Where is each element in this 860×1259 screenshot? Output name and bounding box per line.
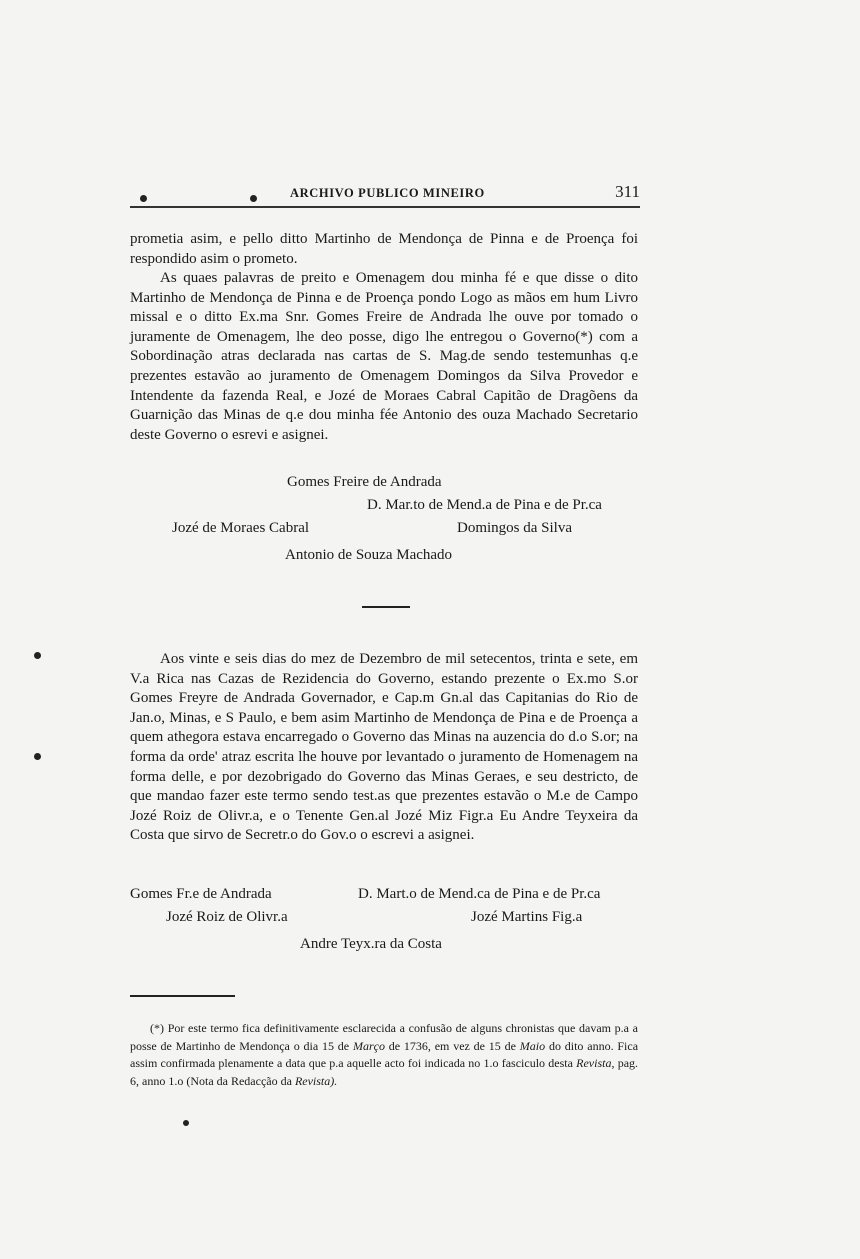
paragraph-release: Aos vinte e seis dias do mez de Dezembro de mil setecentos, trinta e sete, em V.a Rica nas Cazas de Rezidencia do Governo, estando prezente o Ex.mo S.or Gomes Freyre de Andrada Governador, e Cap.m Gn.al das Capitanias do Rio de Jan.o, Minas, e S Paulo, e bem asim Martinho de Mendonça de Pina e de Proença a quem athegora estava encarregado o Governo das Minas na auzencia do d.o S.or; na forma da orde' atraz escrita lhe houve por levantado o juramento de Homenagem na forma delle, e por dezobrigado do Governo das Minas Geraes, e seu destricto, de que mandao fazer este termo sendo test.as que prezentes estavão o M.e de Campo Jozé Roiz de Olivr.a, e o Tenente Gen.al Jozé Miz Figr.a Eu Andre Teyxeira da Costa que sirvo de Secretr.o do Gov.o o escrevi a asignei. [130, 651, 638, 844]
signature-martinho: D. Mar.to de Mend.a de Pina e de Pr.ca [367, 497, 602, 513]
signature-gomes-fr: Gomes Fr.e de Andrada [130, 886, 272, 902]
margin-mark-icon [34, 753, 41, 760]
signature-antonio-machado: Antonio de Souza Machado [285, 547, 453, 563]
footnote-month-marco: Março [352, 1038, 385, 1053]
running-header [130, 184, 640, 208]
signature-jose-roiz: Jozé Roiz de Olivr.a [166, 909, 288, 925]
footnote-divider [130, 995, 235, 997]
footnote-text: Por este termo fica definitivamente esclarecida a confusão de alguns chronistas que davam p.a a posse de Martinho de Mendonça o dia 15 de [130, 1021, 638, 1053]
ornament-dot-icon [250, 195, 257, 202]
footnote-revista: Revista, [576, 1056, 615, 1070]
footnote-marker: (*) [150, 1021, 164, 1035]
footnote-month-maio: Maio [519, 1038, 546, 1053]
signature-gomes-freire: Gomes Freire de Andrada [287, 474, 442, 490]
ornament-dot-icon [140, 195, 147, 202]
footnote [130, 1020, 638, 1090]
signature-domingos-silva: Domingos da Silva [457, 520, 572, 536]
ornament-dot-icon [183, 1120, 189, 1126]
signature-moraes-cabral: Jozé de Moraes Cabral [172, 520, 310, 536]
footnote-text: de 1736, em vez de 15 de [388, 1038, 516, 1053]
paragraph-continuation: prometia asim, e pello ditto Martinho de Mendonça de Pinna e de Proença foi respondido asim o prometo. [130, 231, 638, 267]
footnote-revista-end: Revista). [294, 1073, 338, 1088]
section-divider [362, 606, 410, 608]
margin-mark-icon [34, 652, 41, 659]
footnote-text: pag. 6, anno 1.o (Nota da Redacção da [130, 1056, 639, 1088]
page-number: 311 [615, 182, 640, 201]
journal-title: ARCHIVO PUBLICO MINEIRO [290, 186, 485, 200]
footnote-text: do dito anno. Fica assim confirmada plenamente a data que p.a aquelle acto foi indicada no 1.o fasciculo desta [130, 1038, 639, 1070]
signature-martinho-2: D. Mart.o de Mend.ca de Pina e de Pr.ca [358, 886, 601, 902]
signature-jose-martins: Jozé Martins Fig.a [471, 909, 583, 925]
signature-andre-costa: Andre Teyx.ra da Costa [300, 936, 442, 952]
paragraph-oath: As quaes palavras de preito e Omenagem dou minha fé e que disse o dito Martinho de Mendonça de Pinna e de Proença pondo Logo as mãos em hum Livro missal e o ditto Ex.ma Snr. Gomes Freire de Andrada lhe ouve por tomado o juramente de Omenagem, lhe deo posse, digo lhe entregou o Governo(*) com a Sobordinação atras declarada nas cartas de S. Mag.de sendo testemunhas q.e prezentes estavão ao juramento de Omenagem Domingos da Silva Provedor e Intendente da fazenda Real, e Jozé de Moraes Cabral Capitão de Dragõens da Guarnição das Minas de q.e dou minha fée Antonio des ouza Machado Secretario deste Governo o esrevi e asignei. [130, 270, 638, 443]
